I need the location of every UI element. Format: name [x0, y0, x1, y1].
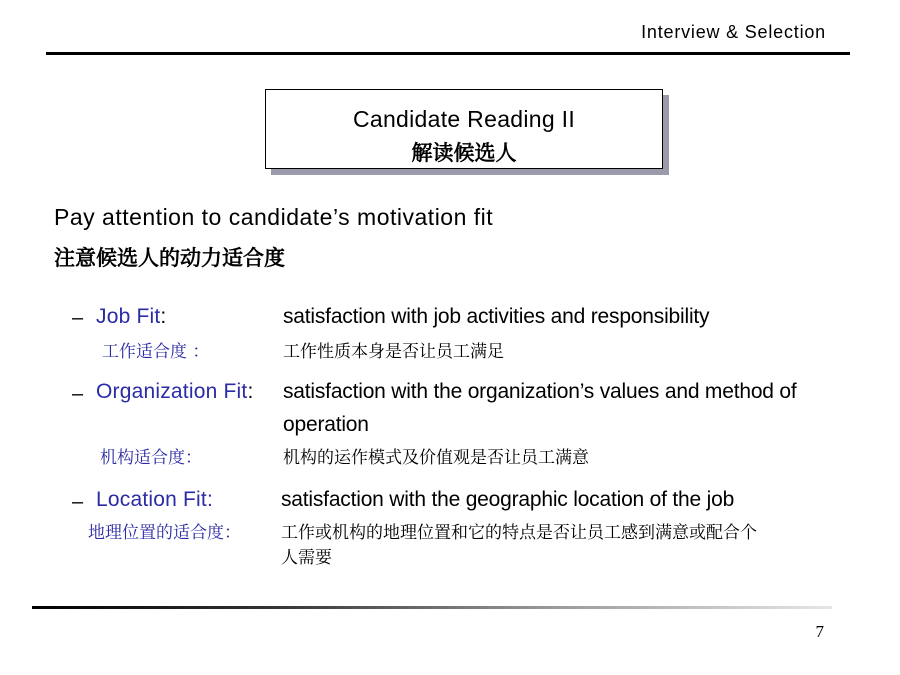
bullet-dash: – [72, 307, 84, 329]
organization-fit-term-chinese: 机构适合度： [100, 448, 202, 468]
title-english: Candidate Reading II [352, 106, 576, 132]
location-fit-term [96, 488, 213, 512]
job-fit-colon: : [160, 305, 167, 328]
job-fit-label: Job Fit [96, 305, 161, 328]
location-fit-description-chinese-line2: 人需要 [281, 548, 332, 568]
intro-chinese: 注意候选人的动力适合度 [54, 246, 285, 270]
organization-fit-term [96, 380, 253, 404]
title-box [265, 89, 663, 169]
header-divider [46, 52, 850, 55]
job-fit-term [96, 305, 166, 329]
page-number: 7 [815, 622, 824, 641]
bullet-dash: – [72, 383, 84, 405]
job-fit-description: satisfaction with job activities and responsibility [283, 305, 710, 328]
job-fit-description-chinese: 工作性质本身是否让员工满足 [283, 342, 504, 362]
organization-fit-description-chinese: 机构的运作模式及价值观是否让员工满意 [283, 448, 589, 468]
intro-english: Pay attention to candidate’s motivation fit [54, 204, 494, 230]
organization-fit-colon: : [247, 380, 254, 403]
job-fit-term-chinese: 工作适合度 ： [102, 342, 210, 362]
location-fit-description: satisfaction with the geographic location of the job [281, 488, 735, 511]
title-chinese: 解读候选人 [411, 141, 517, 165]
footer-divider [32, 606, 832, 609]
bullet-dash: – [72, 491, 84, 513]
location-fit-description-chinese-line1: 工作或机构的地理位置和它的特点是否让员工感到满意或配合个 [281, 523, 757, 543]
organization-fit-description-line1: satisfaction with the organization’s values and method of [283, 380, 797, 403]
location-fit-term-chinese: 地理位置的适合度： [88, 523, 241, 543]
header-title: Interview & Selection [641, 22, 826, 42]
location-fit-label: Location Fit: [96, 488, 213, 511]
organization-fit-label: Organization Fit [96, 380, 248, 403]
organization-fit-description-line2: operation [283, 413, 369, 436]
